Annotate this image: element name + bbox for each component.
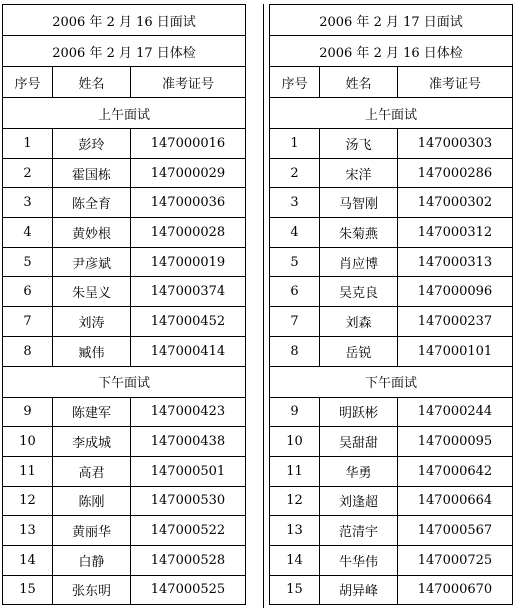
column-header-name: 姓名 [53, 67, 131, 98]
table-row [3, 575, 246, 605]
ticket-id-cell: 147000414 [131, 336, 246, 366]
name-cell: 霍国栋 [53, 158, 131, 188]
exam-date-title: 2006 年 2 月 16 日体检 [270, 36, 513, 67]
seq-cell: 2 [3, 158, 53, 188]
table-row [270, 247, 513, 277]
column-header-row [3, 67, 246, 98]
table-row [270, 545, 513, 575]
seq-cell: 1 [3, 129, 53, 159]
name-cell: 高君 [53, 456, 131, 486]
name-cell: 尹彦斌 [53, 247, 131, 277]
seq-cell: 13 [3, 516, 53, 546]
ticket-id-cell: 147000567 [398, 516, 513, 546]
name-cell: 陈建军 [53, 397, 131, 427]
table-row [270, 575, 513, 605]
seq-cell: 4 [3, 218, 53, 248]
morning-section-label-row [3, 98, 246, 129]
exam-date-title: 2006 年 2 月 17 日体检 [3, 36, 246, 67]
table-row [270, 129, 513, 159]
exam-date-title-row [3, 36, 246, 67]
ticket-id-cell: 147000237 [398, 307, 513, 337]
right-schedule-panel [269, 4, 513, 605]
seq-cell: 4 [270, 218, 320, 248]
seq-cell: 8 [3, 336, 53, 366]
ticket-id-cell: 147000423 [131, 397, 246, 427]
table-row [270, 456, 513, 486]
interview-date-title-row [3, 5, 246, 36]
table-row [270, 158, 513, 188]
left-schedule-table [2, 4, 246, 605]
morning-section-label: 上午面试 [270, 98, 513, 129]
name-cell: 牛华伟 [320, 545, 398, 575]
ticket-id-cell: 147000664 [398, 486, 513, 516]
name-cell: 明跃彬 [320, 397, 398, 427]
name-cell: 彭玲 [53, 129, 131, 159]
name-cell: 汤飞 [320, 129, 398, 159]
ticket-id-cell: 147000095 [398, 427, 513, 457]
table-row [270, 516, 513, 546]
table-row [270, 277, 513, 307]
ticket-id-cell: 147000313 [398, 247, 513, 277]
name-cell: 华勇 [320, 456, 398, 486]
seq-cell: 3 [270, 188, 320, 218]
seq-cell: 12 [270, 486, 320, 516]
seq-cell: 15 [3, 575, 53, 605]
table-row [3, 545, 246, 575]
table-row [3, 516, 246, 546]
seq-cell: 6 [270, 277, 320, 307]
right-schedule-table [269, 4, 513, 605]
table-row [3, 188, 246, 218]
ticket-id-cell: 147000029 [131, 158, 246, 188]
name-cell: 刘逢超 [320, 486, 398, 516]
name-cell: 刘森 [320, 307, 398, 337]
seq-cell: 13 [270, 516, 320, 546]
table-row [3, 277, 246, 307]
interview-date-title: 2006 年 2 月 16 日面试 [3, 5, 246, 36]
seq-cell: 5 [3, 247, 53, 277]
name-cell: 吴克良 [320, 277, 398, 307]
name-cell: 岳锐 [320, 336, 398, 366]
ticket-id-cell: 147000036 [131, 188, 246, 218]
name-cell: 马智刚 [320, 188, 398, 218]
ticket-id-cell: 147000101 [398, 336, 513, 366]
morning-section-label-row [270, 98, 513, 129]
ticket-id-cell: 147000028 [131, 218, 246, 248]
table-row [3, 158, 246, 188]
name-cell: 张东明 [53, 575, 131, 605]
seq-cell: 11 [3, 456, 53, 486]
name-cell: 臧伟 [53, 336, 131, 366]
ticket-id-cell: 147000374 [131, 277, 246, 307]
column-header-name: 姓名 [320, 67, 398, 98]
column-header-row [270, 67, 513, 98]
name-cell: 宋洋 [320, 158, 398, 188]
name-cell: 黄妙根 [53, 218, 131, 248]
afternoon-section-label-row [270, 366, 513, 397]
seq-cell: 12 [3, 486, 53, 516]
morning-section-label: 上午面试 [3, 98, 246, 129]
ticket-id-cell: 147000525 [131, 575, 246, 605]
ticket-id-cell: 147000244 [398, 397, 513, 427]
seq-cell: 14 [270, 545, 320, 575]
name-cell: 吴甜甜 [320, 427, 398, 457]
afternoon-section-label: 下午面试 [3, 366, 246, 397]
seq-cell: 11 [270, 456, 320, 486]
table-row [270, 307, 513, 337]
ticket-id-cell: 147000530 [131, 486, 246, 516]
seq-cell: 7 [3, 307, 53, 337]
name-cell: 肖应博 [320, 247, 398, 277]
interview-date-title: 2006 年 2 月 17 日面试 [270, 5, 513, 36]
interview-date-title-row [270, 5, 513, 36]
seq-cell: 3 [3, 188, 53, 218]
table-row [3, 427, 246, 457]
column-header-seq: 序号 [3, 67, 53, 98]
afternoon-section-label: 下午面试 [270, 366, 513, 397]
name-cell: 白静 [53, 545, 131, 575]
table-row [270, 397, 513, 427]
table-row [270, 427, 513, 457]
exam-date-title-row [270, 36, 513, 67]
seq-cell: 10 [270, 427, 320, 457]
ticket-id-cell: 147000096 [398, 277, 513, 307]
table-row [270, 336, 513, 366]
ticket-id-cell: 147000286 [398, 158, 513, 188]
ticket-id-cell: 147000670 [398, 575, 513, 605]
afternoon-section-label-row [3, 366, 246, 397]
seq-cell: 2 [270, 158, 320, 188]
seq-cell: 10 [3, 427, 53, 457]
name-cell: 胡异峰 [320, 575, 398, 605]
name-cell: 李成城 [53, 427, 131, 457]
panel-divider [263, 4, 264, 608]
ticket-id-cell: 147000725 [398, 545, 513, 575]
table-row [270, 218, 513, 248]
table-row [3, 247, 246, 277]
seq-cell: 8 [270, 336, 320, 366]
ticket-id-cell: 147000452 [131, 307, 246, 337]
table-row [3, 307, 246, 337]
ticket-id-cell: 147000016 [131, 129, 246, 159]
name-cell: 刘涛 [53, 307, 131, 337]
column-header-id: 准考证号 [398, 67, 513, 98]
ticket-id-cell: 147000438 [131, 427, 246, 457]
ticket-id-cell: 147000501 [131, 456, 246, 486]
column-header-id: 准考证号 [131, 67, 246, 98]
ticket-id-cell: 147000642 [398, 456, 513, 486]
left-schedule-panel [2, 4, 246, 605]
seq-cell: 6 [3, 277, 53, 307]
table-row [3, 486, 246, 516]
name-cell: 陈刚 [53, 486, 131, 516]
table-row [3, 336, 246, 366]
seq-cell: 15 [270, 575, 320, 605]
table-row [270, 188, 513, 218]
seq-cell: 5 [270, 247, 320, 277]
ticket-id-cell: 147000312 [398, 218, 513, 248]
seq-cell: 9 [270, 397, 320, 427]
table-row [3, 397, 246, 427]
ticket-id-cell: 147000522 [131, 516, 246, 546]
name-cell: 陈全育 [53, 188, 131, 218]
name-cell: 朱菊燕 [320, 218, 398, 248]
seq-cell: 7 [270, 307, 320, 337]
seq-cell: 1 [270, 129, 320, 159]
table-row [270, 486, 513, 516]
name-cell: 黄丽华 [53, 516, 131, 546]
name-cell: 范清宇 [320, 516, 398, 546]
ticket-id-cell: 147000303 [398, 129, 513, 159]
ticket-id-cell: 147000019 [131, 247, 246, 277]
table-row [3, 129, 246, 159]
column-header-seq: 序号 [270, 67, 320, 98]
ticket-id-cell: 147000302 [398, 188, 513, 218]
table-row [3, 218, 246, 248]
seq-cell: 9 [3, 397, 53, 427]
seq-cell: 14 [3, 545, 53, 575]
table-row [3, 456, 246, 486]
name-cell: 朱呈义 [53, 277, 131, 307]
ticket-id-cell: 147000528 [131, 545, 246, 575]
